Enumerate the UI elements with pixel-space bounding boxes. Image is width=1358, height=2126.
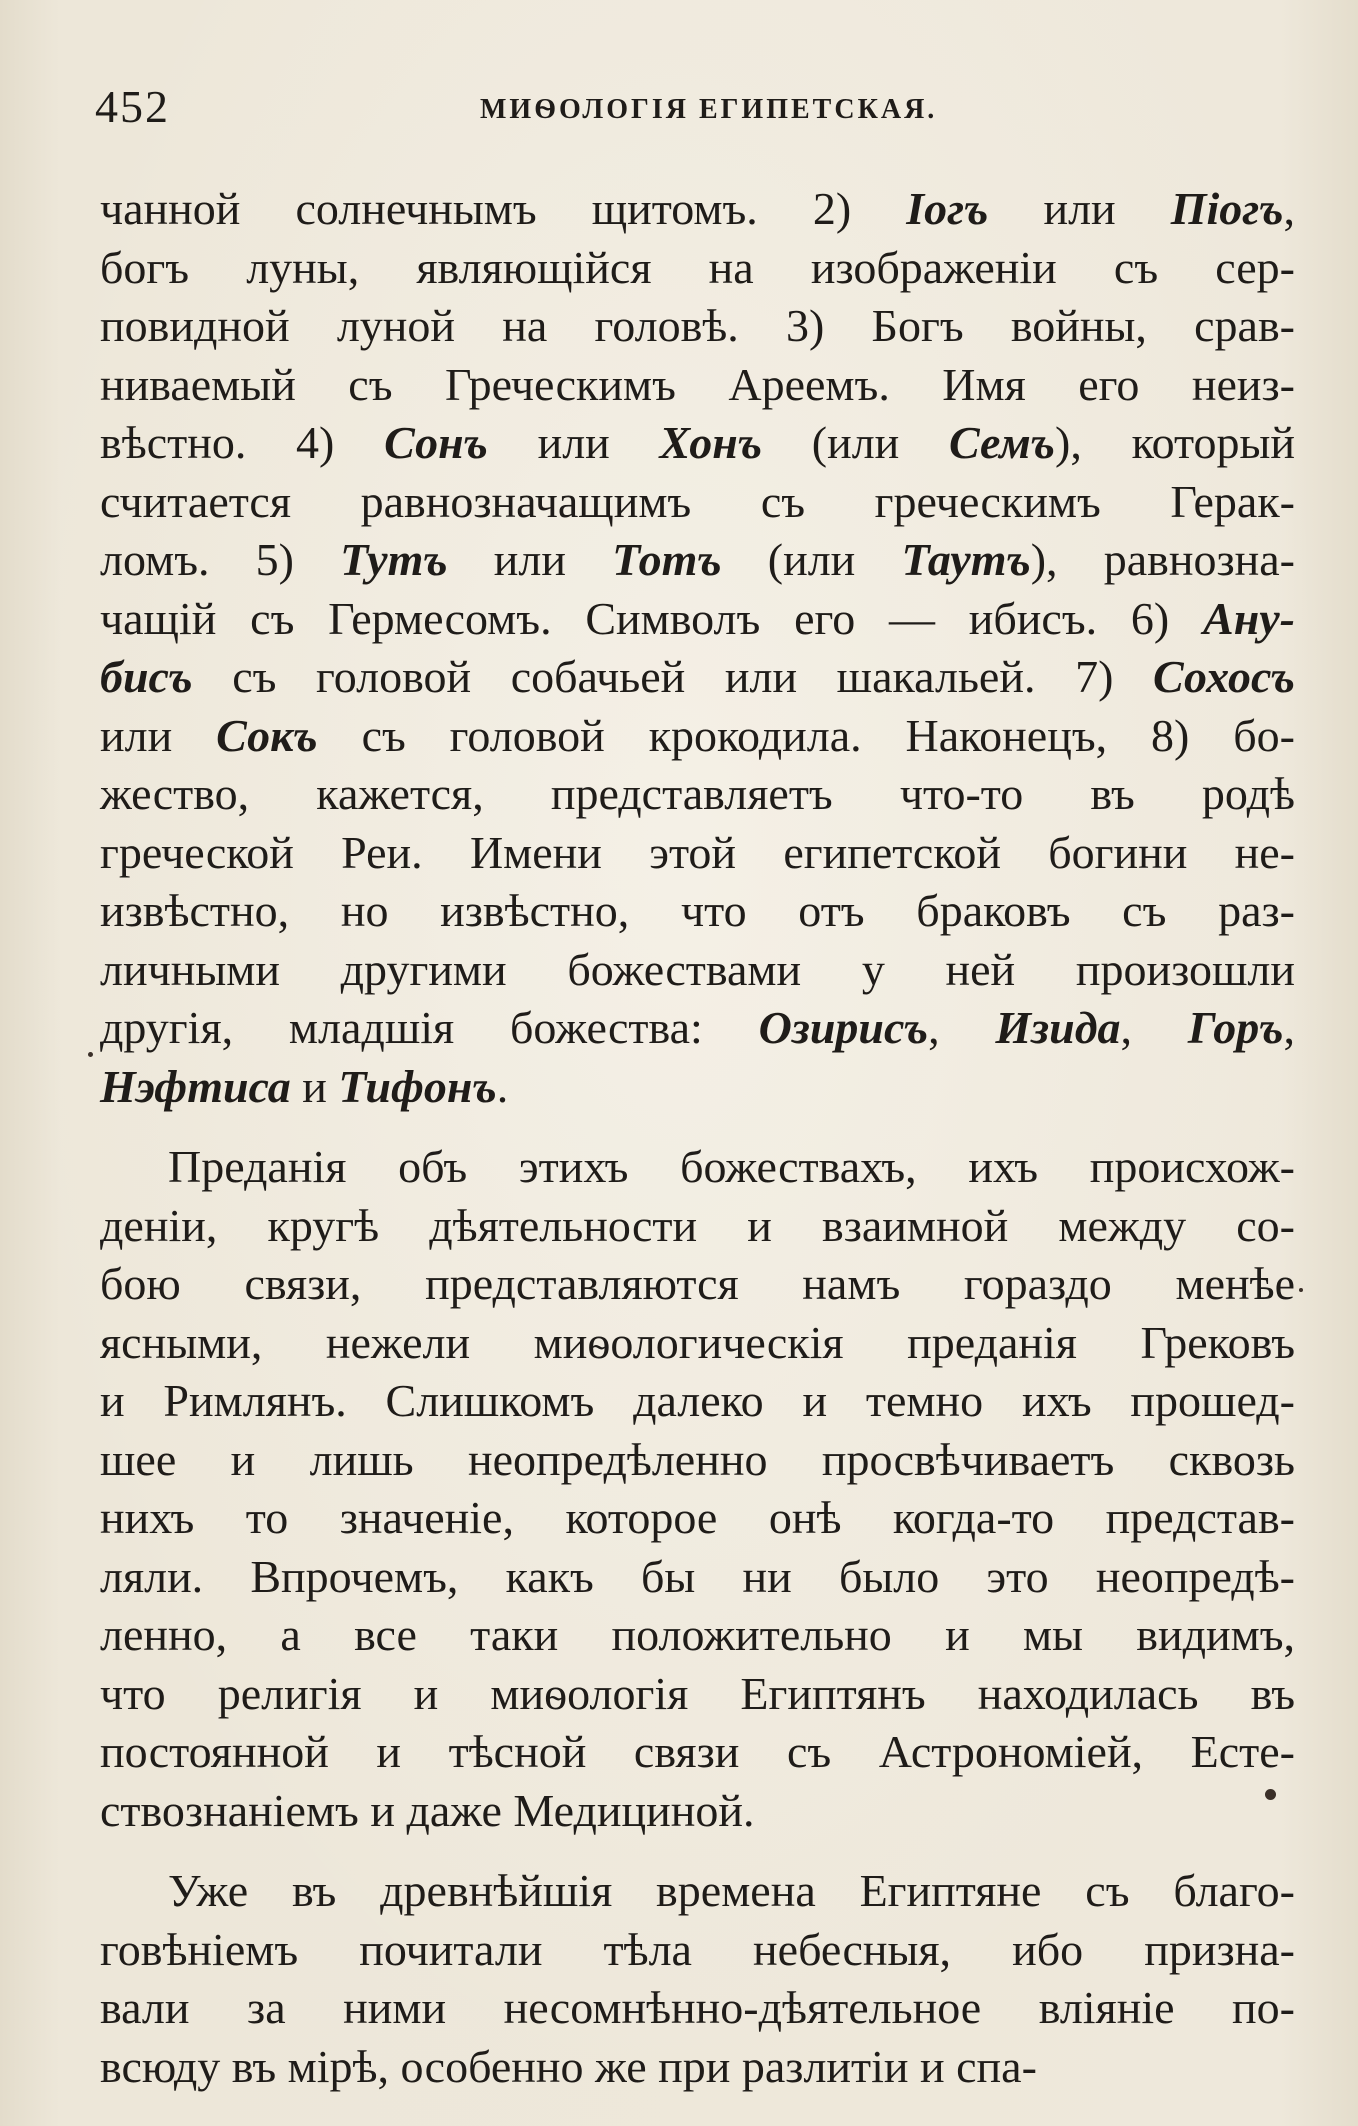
- text-run: личными другими божествами у ней произошли: [100, 943, 1295, 995]
- text-line: [100, 1606, 1295, 1665]
- text-line: [100, 590, 1295, 649]
- text-run: деніи, кругѣ дѣятельности и взаимной между со-: [100, 1199, 1295, 1251]
- text-run: съ головой крокодила. Наконецъ, 8) бо-: [317, 709, 1295, 761]
- text-run: (или: [762, 417, 950, 468]
- text-line: [100, 1782, 1295, 1841]
- text-line: [100, 297, 1295, 356]
- text-line: [100, 999, 1295, 1058]
- emphasized-name: бисъ: [100, 651, 193, 702]
- page-number: 452: [95, 81, 170, 132]
- text-run: ,: [1120, 1002, 1188, 1053]
- emphasized-name: Сохосъ: [1153, 651, 1295, 702]
- ink-speck: [88, 1052, 93, 1057]
- text-run: ломъ. 5): [100, 534, 341, 585]
- text-line: [100, 473, 1295, 532]
- text-run: вѣстно. 4): [100, 417, 385, 468]
- text-line: [100, 707, 1295, 766]
- text-run: богъ луны, являющійся на изображеніи съ сер-: [100, 241, 1295, 293]
- emphasized-name: Піогъ: [1170, 183, 1284, 234]
- text-run: и Римлянъ. Слишкомъ далеко и темно ихъ прошед-: [100, 1375, 1295, 1426]
- text-line: [100, 1255, 1295, 1314]
- text-line: [100, 180, 1295, 239]
- text-line: [100, 1489, 1295, 1548]
- text-line: [100, 1431, 1295, 1490]
- text-run: ствознаніемъ и даже Медициной.: [100, 1784, 755, 1836]
- text-line: [100, 1314, 1295, 1373]
- text-run: что религія и миѳологія Египтянъ находилась въ: [100, 1667, 1295, 1719]
- text-line: [100, 1058, 1295, 1117]
- body-text: [100, 180, 1295, 2096]
- text-run: (или: [721, 534, 902, 585]
- paragraph: [100, 180, 1295, 1116]
- text-line: [100, 1862, 1295, 1921]
- text-line: [100, 1197, 1295, 1256]
- text-run: ,: [1283, 183, 1295, 234]
- text-run: нихъ то значеніе, которое онѣ когда-то представ-: [100, 1492, 1295, 1543]
- text-line: [100, 1372, 1295, 1431]
- emphasized-name: Сокъ: [216, 709, 318, 761]
- running-head: [95, 80, 1295, 150]
- text-run: ляли. Впрочемъ, какъ бы ни было это неопредѣ-: [100, 1550, 1295, 1602]
- text-line: [100, 356, 1295, 415]
- text-run: или: [100, 709, 217, 761]
- text-run: ясными, нежели миѳологическія преданія Грековъ: [100, 1316, 1295, 1368]
- emphasized-name: Горъ: [1187, 1002, 1284, 1053]
- text-run: чанной солнечнымъ щитомъ. 2): [100, 183, 907, 234]
- text-run: жество, кажется, представляетъ что-то въ родѣ: [100, 768, 1295, 819]
- text-line: [100, 882, 1295, 941]
- text-line: [100, 531, 1295, 590]
- emphasized-name: Семъ: [949, 417, 1056, 468]
- text-run: ), который: [1055, 417, 1295, 468]
- emphasized-name: Таутъ: [901, 534, 1031, 585]
- text-run: ленно, а все таки положительно и мы видимъ,: [100, 1609, 1295, 1660]
- emphasized-name: Ану-: [1203, 592, 1295, 644]
- paragraph-gap: [100, 1840, 1295, 1862]
- text-run: ,: [928, 1002, 996, 1053]
- text-run: или: [487, 417, 660, 468]
- text-run: другія, младшія божества:: [100, 1002, 759, 1053]
- emphasized-name: Іогъ: [906, 183, 989, 234]
- text-line: [100, 1921, 1295, 1980]
- ink-speck: [1299, 1288, 1303, 1292]
- text-run: считается равнозначащимъ съ греческимъ Герак-: [100, 475, 1295, 527]
- text-run: извѣстно, но извѣстно, что отъ браковъ съ раз-: [100, 885, 1295, 936]
- text-run: повидной луной на головѣ. 3) Богъ войны, срав-: [100, 300, 1295, 351]
- paragraph: [100, 1862, 1295, 2096]
- text-line: [100, 414, 1295, 473]
- text-run: или: [988, 183, 1171, 234]
- running-title: МИѲОЛОГІЯ ЕГИПЕТСКАЯ.: [480, 94, 938, 125]
- emphasized-name: Тутъ: [340, 534, 448, 585]
- text-line: [100, 824, 1295, 883]
- text-run: или: [447, 534, 613, 585]
- text-run: бою связи, представляются намъ гораздо менѣе: [100, 1258, 1295, 1309]
- text-run: ), равнозна-: [1030, 534, 1295, 585]
- text-run: ,: [1283, 1002, 1295, 1053]
- text-run: и: [290, 1060, 339, 1112]
- paragraph-gap: [100, 1116, 1295, 1138]
- text-line: [100, 1138, 1295, 1197]
- text-run: всюду въ мірѣ, особенно же при разлитіи и спа-: [100, 2040, 1037, 2092]
- text-line: [100, 1723, 1295, 1782]
- emphasized-name: Изида: [995, 1002, 1121, 1053]
- text-run: говѣніемъ почитали тѣла небесныя, ибо призна-: [100, 1923, 1295, 1975]
- text-run: шее и лишь неопредѣленно просвѣчиваетъ сквозь: [100, 1433, 1295, 1485]
- emphasized-name: Озирисъ: [758, 1002, 929, 1053]
- emphasized-name: Тотъ: [612, 534, 722, 585]
- text-line: [100, 648, 1295, 707]
- text-line: [100, 1979, 1295, 2038]
- emphasized-name: Сонъ: [384, 417, 488, 468]
- emphasized-name: Хонъ: [659, 417, 763, 468]
- text-line: [100, 765, 1295, 824]
- emphasized-name: Нэфтиса: [100, 1060, 291, 1112]
- text-run: Уже въ древнѣйшія времена Египтяне съ благо-: [168, 1865, 1295, 1916]
- text-run: .: [496, 1060, 509, 1112]
- text-run: чащій съ Гермесомъ. Символъ его — ибисъ. 6): [100, 592, 1204, 644]
- text-line: [100, 1665, 1295, 1724]
- ink-speck: [1265, 1789, 1276, 1800]
- text-run: ниваемый съ Греческимъ Ареемъ. Имя его неиз-: [100, 358, 1295, 410]
- text-line: [100, 941, 1295, 1000]
- emphasized-name: Тифонъ: [338, 1060, 497, 1112]
- text-run: съ головой собачьей или шакальей. 7): [192, 651, 1154, 702]
- text-run: постоянной и тѣсной связи съ Астрономіей, Есте-: [100, 1726, 1295, 1777]
- text-line: [100, 1548, 1295, 1607]
- text-run: Преданія объ этихъ божествахъ, ихъ происхож-: [168, 1141, 1295, 1192]
- text-line: [100, 2038, 1295, 2097]
- text-run: греческой Реи. Имени этой египетской богини не-: [100, 826, 1295, 878]
- text-line: [100, 239, 1295, 298]
- paragraph: [100, 1138, 1295, 1840]
- text-run: вали за ними несомнѣнно-дѣятельное вліяніе по-: [100, 1982, 1295, 2033]
